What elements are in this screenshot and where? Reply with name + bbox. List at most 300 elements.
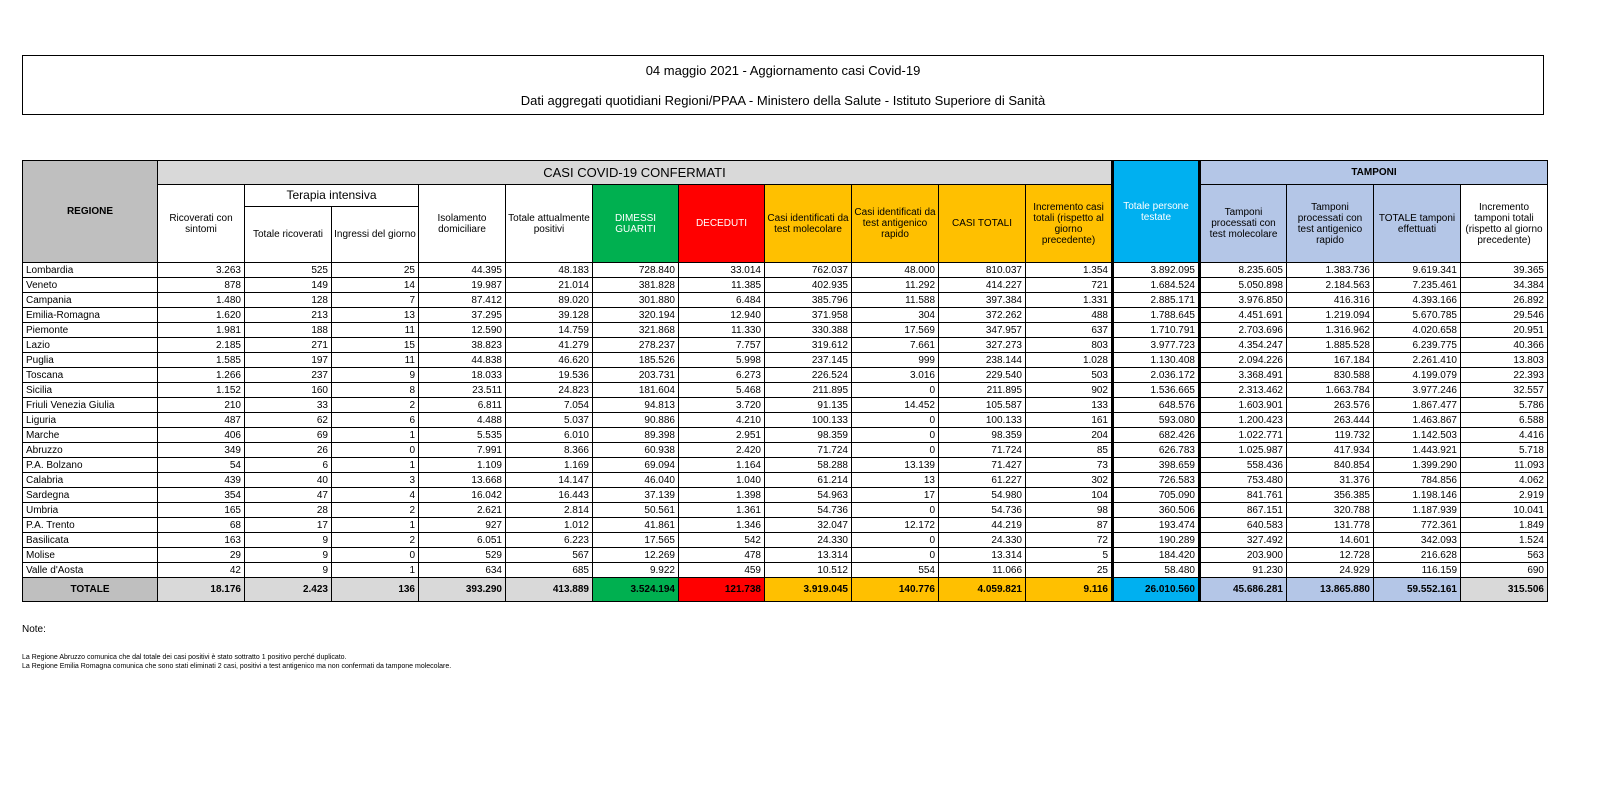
cell-deceduti: 5.468 bbox=[679, 383, 765, 398]
total-tamponi-totale: 59.552.161 bbox=[1374, 578, 1461, 602]
cell-casi-molecolare: 402.935 bbox=[765, 278, 852, 293]
cell-tamponi-antigenico: 14.601 bbox=[1287, 533, 1374, 548]
cell-casi-totali: 100.133 bbox=[939, 413, 1026, 428]
cell-incremento-casi: 98 bbox=[1026, 503, 1113, 518]
cell-persone-testate: 1.684.524 bbox=[1113, 278, 1200, 293]
col-ti-totale: Totale ricoverati bbox=[245, 207, 332, 263]
cell-incremento-tamponi: 11.093 bbox=[1461, 458, 1548, 473]
cell-ricoverati: 406 bbox=[158, 428, 245, 443]
table-row bbox=[23, 488, 1548, 503]
cell-persone-testate: 3.892.095 bbox=[1113, 263, 1200, 278]
col-ti-ingressi: Ingressi del giorno bbox=[332, 207, 419, 263]
total-casi-antigenico: 140.776 bbox=[852, 578, 939, 602]
cell-ti-ingressi: 2 bbox=[332, 398, 419, 413]
cell-casi-antigenico: 304 bbox=[852, 308, 939, 323]
cell-deceduti: 3.720 bbox=[679, 398, 765, 413]
cell-incremento-tamponi: 29.546 bbox=[1461, 308, 1548, 323]
cell-ti-totale: 213 bbox=[245, 308, 332, 323]
cell-tamponi-antigenico: 1.219.094 bbox=[1287, 308, 1374, 323]
cell-persone-testate: 2.885.171 bbox=[1113, 293, 1200, 308]
cell-casi-antigenico: 11.292 bbox=[852, 278, 939, 293]
cell-incremento-casi: 161 bbox=[1026, 413, 1113, 428]
cell-ti-ingressi: 1 bbox=[332, 563, 419, 578]
cell-dimessi: 301.880 bbox=[593, 293, 679, 308]
cell-tamponi-antigenico: 830.588 bbox=[1287, 368, 1374, 383]
cell-tamponi-totale: 7.235.461 bbox=[1374, 278, 1461, 293]
table-row bbox=[23, 293, 1548, 308]
cell-regione: P.A. Bolzano bbox=[23, 458, 158, 473]
cell-casi-antigenico: 17.569 bbox=[852, 323, 939, 338]
cell-ti-ingressi: 7 bbox=[332, 293, 419, 308]
col-tamponi-molecolare: Tamponi processati con test molecolare bbox=[1200, 185, 1287, 263]
cell-tamponi-antigenico: 1.316.962 bbox=[1287, 323, 1374, 338]
cell-tamponi-molecolare: 1.025.987 bbox=[1200, 443, 1287, 458]
cell-tamponi-totale: 1.187.939 bbox=[1374, 503, 1461, 518]
cell-casi-totali: 810.037 bbox=[939, 263, 1026, 278]
cell-tamponi-totale: 4.393.166 bbox=[1374, 293, 1461, 308]
cell-ti-totale: 128 bbox=[245, 293, 332, 308]
cell-ti-ingressi: 13 bbox=[332, 308, 419, 323]
cell-casi-molecolare: 54.736 bbox=[765, 503, 852, 518]
cell-regione: Molise bbox=[23, 548, 158, 563]
col-regione: REGIONE bbox=[23, 161, 158, 263]
cell-isolamento: 37.295 bbox=[419, 308, 506, 323]
cell-tamponi-totale: 216.628 bbox=[1374, 548, 1461, 563]
cell-incremento-casi: 1.331 bbox=[1026, 293, 1113, 308]
cell-dimessi: 12.269 bbox=[593, 548, 679, 563]
cell-positivi: 21.014 bbox=[506, 278, 593, 293]
cell-ricoverati: 1.152 bbox=[158, 383, 245, 398]
cell-incremento-casi: 902 bbox=[1026, 383, 1113, 398]
cell-casi-molecolare: 762.037 bbox=[765, 263, 852, 278]
cell-regione: Campania bbox=[23, 293, 158, 308]
cell-positivi: 41.279 bbox=[506, 338, 593, 353]
cell-isolamento: 12.590 bbox=[419, 323, 506, 338]
cell-positivi: 1.169 bbox=[506, 458, 593, 473]
notes-section bbox=[22, 624, 451, 671]
cell-isolamento: 7.991 bbox=[419, 443, 506, 458]
cell-ricoverati: 3.263 bbox=[158, 263, 245, 278]
cell-incremento-casi: 72 bbox=[1026, 533, 1113, 548]
total-ti-ingressi: 136 bbox=[332, 578, 419, 602]
cell-isolamento: 38.823 bbox=[419, 338, 506, 353]
cell-casi-molecolare: 54.963 bbox=[765, 488, 852, 503]
cell-incremento-casi: 803 bbox=[1026, 338, 1113, 353]
cell-deceduti: 1.361 bbox=[679, 503, 765, 518]
cell-casi-antigenico: 0 bbox=[852, 548, 939, 563]
cell-incremento-casi: 637 bbox=[1026, 323, 1113, 338]
cell-deceduti: 4.210 bbox=[679, 413, 765, 428]
cell-incremento-tamponi: 1.524 bbox=[1461, 533, 1548, 548]
cell-ti-ingressi: 4 bbox=[332, 488, 419, 503]
cell-incremento-tamponi: 4.062 bbox=[1461, 473, 1548, 488]
cell-tamponi-antigenico: 131.778 bbox=[1287, 518, 1374, 533]
cell-tamponi-antigenico: 356.385 bbox=[1287, 488, 1374, 503]
table-row bbox=[23, 353, 1548, 368]
cell-regione: Sicilia bbox=[23, 383, 158, 398]
cell-tamponi-totale: 1.399.290 bbox=[1374, 458, 1461, 473]
cell-ti-totale: 9 bbox=[245, 563, 332, 578]
cell-incremento-casi: 133 bbox=[1026, 398, 1113, 413]
cell-casi-molecolare: 226.524 bbox=[765, 368, 852, 383]
table-row bbox=[23, 458, 1548, 473]
cell-ricoverati: 163 bbox=[158, 533, 245, 548]
cell-ricoverati: 29 bbox=[158, 548, 245, 563]
cell-isolamento: 23.511 bbox=[419, 383, 506, 398]
table-row bbox=[23, 563, 1548, 578]
cell-tamponi-totale: 4.199.079 bbox=[1374, 368, 1461, 383]
cell-ricoverati: 1.981 bbox=[158, 323, 245, 338]
cell-tamponi-antigenico: 167.184 bbox=[1287, 353, 1374, 368]
col-dimessi: DIMESSI GUARITI bbox=[593, 185, 679, 263]
cell-dimessi: 50.561 bbox=[593, 503, 679, 518]
cell-dimessi: 278.237 bbox=[593, 338, 679, 353]
cell-tamponi-molecolare: 4.451.691 bbox=[1200, 308, 1287, 323]
cell-incremento-casi: 1.354 bbox=[1026, 263, 1113, 278]
cell-positivi: 19.536 bbox=[506, 368, 593, 383]
cell-ti-totale: 525 bbox=[245, 263, 332, 278]
cell-casi-totali: 238.144 bbox=[939, 353, 1026, 368]
cell-regione: Lombardia bbox=[23, 263, 158, 278]
cell-dimessi: 320.194 bbox=[593, 308, 679, 323]
cell-positivi: 39.128 bbox=[506, 308, 593, 323]
cell-dimessi: 728.840 bbox=[593, 263, 679, 278]
cell-casi-antigenico: 554 bbox=[852, 563, 939, 578]
table-row bbox=[23, 413, 1548, 428]
cell-positivi: 5.037 bbox=[506, 413, 593, 428]
cell-casi-molecolare: 98.359 bbox=[765, 428, 852, 443]
cell-tamponi-molecolare: 2.703.696 bbox=[1200, 323, 1287, 338]
cell-casi-antigenico: 48.000 bbox=[852, 263, 939, 278]
cell-isolamento: 87.412 bbox=[419, 293, 506, 308]
cell-ti-ingressi: 25 bbox=[332, 263, 419, 278]
cell-incremento-casi: 87 bbox=[1026, 518, 1113, 533]
cell-incremento-casi: 85 bbox=[1026, 443, 1113, 458]
cell-tamponi-antigenico: 2.184.563 bbox=[1287, 278, 1374, 293]
cell-deceduti: 2.420 bbox=[679, 443, 765, 458]
cell-incremento-tamponi: 34.384 bbox=[1461, 278, 1548, 293]
cell-ti-ingressi: 1 bbox=[332, 518, 419, 533]
cell-ti-totale: 28 bbox=[245, 503, 332, 518]
cell-tamponi-totale: 1.463.867 bbox=[1374, 413, 1461, 428]
cell-tamponi-molecolare: 203.900 bbox=[1200, 548, 1287, 563]
cell-ti-totale: 188 bbox=[245, 323, 332, 338]
cell-incremento-tamponi: 32.557 bbox=[1461, 383, 1548, 398]
cell-incremento-tamponi: 2.919 bbox=[1461, 488, 1548, 503]
report-subtitle: Dati aggregati quotidiani Regioni/PPAA - Ministero della Salute - Istituto Superiore di Sanità bbox=[520, 93, 1046, 108]
total-incremento-tamponi: 315.506 bbox=[1461, 578, 1548, 602]
total-tamponi-antigenico: 13.865.880 bbox=[1287, 578, 1374, 602]
total-ti-totale: 2.423 bbox=[245, 578, 332, 602]
cell-regione: Piemonte bbox=[23, 323, 158, 338]
cell-casi-totali: 44.219 bbox=[939, 518, 1026, 533]
cell-tamponi-totale: 2.261.410 bbox=[1374, 353, 1461, 368]
cell-ti-ingressi: 15 bbox=[332, 338, 419, 353]
cell-casi-antigenico: 11.588 bbox=[852, 293, 939, 308]
cell-deceduti: 11.330 bbox=[679, 323, 765, 338]
cell-isolamento: 18.033 bbox=[419, 368, 506, 383]
cell-ricoverati: 1.480 bbox=[158, 293, 245, 308]
cell-ti-totale: 26 bbox=[245, 443, 332, 458]
cell-dimessi: 89.398 bbox=[593, 428, 679, 443]
cell-incremento-casi: 1.028 bbox=[1026, 353, 1113, 368]
cell-casi-antigenico: 14.452 bbox=[852, 398, 939, 413]
cell-incremento-tamponi: 22.393 bbox=[1461, 368, 1548, 383]
cell-casi-totali: 24.330 bbox=[939, 533, 1026, 548]
cell-tamponi-totale: 9.619.341 bbox=[1374, 263, 1461, 278]
cell-regione: Veneto bbox=[23, 278, 158, 293]
cell-casi-molecolare: 13.314 bbox=[765, 548, 852, 563]
cell-deceduti: 11.385 bbox=[679, 278, 765, 293]
cell-casi-molecolare: 24.330 bbox=[765, 533, 852, 548]
cell-incremento-tamponi: 13.803 bbox=[1461, 353, 1548, 368]
cell-isolamento: 927 bbox=[419, 518, 506, 533]
cell-ricoverati: 68 bbox=[158, 518, 245, 533]
cell-tamponi-molecolare: 1.022.771 bbox=[1200, 428, 1287, 443]
cell-tamponi-antigenico: 320.788 bbox=[1287, 503, 1374, 518]
cell-tamponi-molecolare: 2.094.226 bbox=[1200, 353, 1287, 368]
col-deceduti: DECEDUTI bbox=[679, 185, 765, 263]
cell-incremento-tamponi: 6.588 bbox=[1461, 413, 1548, 428]
cell-casi-molecolare: 100.133 bbox=[765, 413, 852, 428]
cell-positivi: 8.366 bbox=[506, 443, 593, 458]
cell-tamponi-molecolare: 5.050.898 bbox=[1200, 278, 1287, 293]
cell-regione: Toscana bbox=[23, 368, 158, 383]
cell-positivi: 14.147 bbox=[506, 473, 593, 488]
cell-ricoverati: 487 bbox=[158, 413, 245, 428]
cell-casi-totali: 11.066 bbox=[939, 563, 1026, 578]
cell-tamponi-antigenico: 1.885.528 bbox=[1287, 338, 1374, 353]
cell-incremento-tamponi: 20.951 bbox=[1461, 323, 1548, 338]
cell-isolamento: 44.838 bbox=[419, 353, 506, 368]
cell-persone-testate: 193.474 bbox=[1113, 518, 1200, 533]
cell-casi-antigenico: 0 bbox=[852, 443, 939, 458]
cell-tamponi-totale: 4.020.658 bbox=[1374, 323, 1461, 338]
covid-data-table bbox=[22, 160, 1548, 602]
cell-regione: Umbria bbox=[23, 503, 158, 518]
cell-tamponi-totale: 6.239.775 bbox=[1374, 338, 1461, 353]
cell-deceduti: 1.398 bbox=[679, 488, 765, 503]
cell-ricoverati: 54 bbox=[158, 458, 245, 473]
cell-tamponi-antigenico: 12.728 bbox=[1287, 548, 1374, 563]
cell-incremento-casi: 73 bbox=[1026, 458, 1113, 473]
cell-ti-ingressi: 11 bbox=[332, 353, 419, 368]
cell-isolamento: 44.395 bbox=[419, 263, 506, 278]
cell-isolamento: 13.668 bbox=[419, 473, 506, 488]
cell-deceduti: 5.998 bbox=[679, 353, 765, 368]
table-row bbox=[23, 428, 1548, 443]
cell-incremento-casi: 302 bbox=[1026, 473, 1113, 488]
cell-casi-totali: 211.895 bbox=[939, 383, 1026, 398]
cell-persone-testate: 682.426 bbox=[1113, 428, 1200, 443]
cell-positivi: 48.183 bbox=[506, 263, 593, 278]
cell-regione: Marche bbox=[23, 428, 158, 443]
cell-ti-ingressi: 8 bbox=[332, 383, 419, 398]
table-row bbox=[23, 398, 1548, 413]
table-row bbox=[23, 308, 1548, 323]
cell-ti-ingressi: 11 bbox=[332, 323, 419, 338]
cell-deceduti: 478 bbox=[679, 548, 765, 563]
cell-ti-ingressi: 3 bbox=[332, 473, 419, 488]
cell-ti-totale: 40 bbox=[245, 473, 332, 488]
cell-ricoverati: 878 bbox=[158, 278, 245, 293]
table-row bbox=[23, 323, 1548, 338]
cell-positivi: 685 bbox=[506, 563, 593, 578]
cell-tamponi-molecolare: 327.492 bbox=[1200, 533, 1287, 548]
cell-casi-totali: 397.384 bbox=[939, 293, 1026, 308]
cell-persone-testate: 1.130.408 bbox=[1113, 353, 1200, 368]
cell-incremento-tamponi: 4.416 bbox=[1461, 428, 1548, 443]
cell-casi-antigenico: 17 bbox=[852, 488, 939, 503]
table-row bbox=[23, 443, 1548, 458]
cell-ti-ingressi: 14 bbox=[332, 278, 419, 293]
col-casi-molecolare: Casi identificati da test molecolare bbox=[765, 185, 852, 263]
cell-deceduti: 1.164 bbox=[679, 458, 765, 473]
cell-tamponi-molecolare: 91.230 bbox=[1200, 563, 1287, 578]
cell-tamponi-molecolare: 3.368.491 bbox=[1200, 368, 1287, 383]
table-row bbox=[23, 518, 1548, 533]
table-body bbox=[23, 263, 1548, 602]
cell-ricoverati: 210 bbox=[158, 398, 245, 413]
cell-dimessi: 60.938 bbox=[593, 443, 679, 458]
cell-deceduti: 542 bbox=[679, 533, 765, 548]
cell-regione: Friuli Venezia Giulia bbox=[23, 398, 158, 413]
cell-ti-totale: 271 bbox=[245, 338, 332, 353]
cell-tamponi-totale: 1.198.146 bbox=[1374, 488, 1461, 503]
cell-persone-testate: 58.480 bbox=[1113, 563, 1200, 578]
cell-dimessi: 37.139 bbox=[593, 488, 679, 503]
cell-casi-antigenico: 0 bbox=[852, 503, 939, 518]
cell-ricoverati: 1.585 bbox=[158, 353, 245, 368]
total-incremento-casi: 9.116 bbox=[1026, 578, 1113, 602]
cell-ricoverati: 42 bbox=[158, 563, 245, 578]
cell-isolamento: 6.811 bbox=[419, 398, 506, 413]
note-line: La Regione Emilia Romagna comunica che sono stati eliminati 2 casi, positivi a test antigenico ma non confermati da tampone molecolare. bbox=[22, 663, 452, 670]
cell-ti-ingressi: 2 bbox=[332, 503, 419, 518]
cell-regione: Sardegna bbox=[23, 488, 158, 503]
cell-isolamento: 634 bbox=[419, 563, 506, 578]
cell-tamponi-antigenico: 417.934 bbox=[1287, 443, 1374, 458]
cell-isolamento: 2.621 bbox=[419, 503, 506, 518]
cell-casi-molecolare: 91.135 bbox=[765, 398, 852, 413]
cell-casi-totali: 54.980 bbox=[939, 488, 1026, 503]
cell-casi-antigenico: 0 bbox=[852, 413, 939, 428]
cell-regione: Basilicata bbox=[23, 533, 158, 548]
cell-positivi: 2.814 bbox=[506, 503, 593, 518]
cell-ti-totale: 69 bbox=[245, 428, 332, 443]
cell-tamponi-molecolare: 841.761 bbox=[1200, 488, 1287, 503]
cell-isolamento: 19.987 bbox=[419, 278, 506, 293]
cell-dimessi: 69.094 bbox=[593, 458, 679, 473]
cell-casi-molecolare: 319.612 bbox=[765, 338, 852, 353]
cell-persone-testate: 626.783 bbox=[1113, 443, 1200, 458]
total-persone-testate: 26.010.560 bbox=[1113, 578, 1200, 602]
cell-deceduti: 459 bbox=[679, 563, 765, 578]
cell-ti-ingressi: 1 bbox=[332, 458, 419, 473]
cell-casi-totali: 327.273 bbox=[939, 338, 1026, 353]
cell-positivi: 89.020 bbox=[506, 293, 593, 308]
col-casi-totali: CASI TOTALI bbox=[939, 185, 1026, 263]
table-row bbox=[23, 503, 1548, 518]
cell-casi-molecolare: 330.388 bbox=[765, 323, 852, 338]
totale-row bbox=[23, 578, 1548, 602]
cell-casi-molecolare: 371.958 bbox=[765, 308, 852, 323]
cell-casi-antigenico: 3.016 bbox=[852, 368, 939, 383]
cell-dimessi: 41.861 bbox=[593, 518, 679, 533]
cell-deceduti: 6.484 bbox=[679, 293, 765, 308]
total-deceduti: 121.738 bbox=[679, 578, 765, 602]
table-row bbox=[23, 368, 1548, 383]
cell-persone-testate: 3.977.723 bbox=[1113, 338, 1200, 353]
table-row bbox=[23, 338, 1548, 353]
cell-casi-totali: 71.724 bbox=[939, 443, 1026, 458]
cell-isolamento: 16.042 bbox=[419, 488, 506, 503]
cell-casi-totali: 347.957 bbox=[939, 323, 1026, 338]
total-ricoverati: 18.176 bbox=[158, 578, 245, 602]
cell-tamponi-totale: 116.159 bbox=[1374, 563, 1461, 578]
cell-ti-ingressi: 1 bbox=[332, 428, 419, 443]
total-dimessi: 3.524.194 bbox=[593, 578, 679, 602]
cell-tamponi-totale: 1.867.477 bbox=[1374, 398, 1461, 413]
cell-deceduti: 1.346 bbox=[679, 518, 765, 533]
report-header bbox=[22, 55, 1544, 115]
col-isolamento: Isolamento domiciliare bbox=[419, 185, 506, 263]
cell-ricoverati: 349 bbox=[158, 443, 245, 458]
note-line: La Regione Abruzzo comunica che dal totale dei casi positivi è stato sottratto 1 positivo perché duplicato. bbox=[22, 654, 347, 661]
cell-dimessi: 181.604 bbox=[593, 383, 679, 398]
cell-incremento-casi: 5 bbox=[1026, 548, 1113, 563]
cell-isolamento: 1.109 bbox=[419, 458, 506, 473]
cell-tamponi-molecolare: 3.976.850 bbox=[1200, 293, 1287, 308]
cell-regione: Liguria bbox=[23, 413, 158, 428]
cell-casi-molecolare: 32.047 bbox=[765, 518, 852, 533]
terapia-intensiva-group: Terapia intensiva bbox=[245, 185, 419, 207]
cell-regione: Calabria bbox=[23, 473, 158, 488]
cell-casi-antigenico: 13.139 bbox=[852, 458, 939, 473]
cell-casi-antigenico: 13 bbox=[852, 473, 939, 488]
cell-tamponi-antigenico: 263.576 bbox=[1287, 398, 1374, 413]
cell-casi-molecolare: 71.724 bbox=[765, 443, 852, 458]
cell-deceduti: 1.040 bbox=[679, 473, 765, 488]
cell-tamponi-antigenico: 119.732 bbox=[1287, 428, 1374, 443]
cell-casi-totali: 105.587 bbox=[939, 398, 1026, 413]
total-casi-molecolare: 3.919.045 bbox=[765, 578, 852, 602]
table-row bbox=[23, 548, 1548, 563]
cell-tamponi-totale: 5.670.785 bbox=[1374, 308, 1461, 323]
cell-dimessi: 381.828 bbox=[593, 278, 679, 293]
cell-incremento-casi: 488 bbox=[1026, 308, 1113, 323]
cell-ricoverati: 439 bbox=[158, 473, 245, 488]
cell-tamponi-totale: 1.142.503 bbox=[1374, 428, 1461, 443]
cell-ti-ingressi: 0 bbox=[332, 548, 419, 563]
casi-confermati-group: CASI COVID-19 CONFERMATI bbox=[158, 161, 1113, 185]
table-row bbox=[23, 533, 1548, 548]
cell-incremento-tamponi: 1.849 bbox=[1461, 518, 1548, 533]
cell-casi-totali: 98.359 bbox=[939, 428, 1026, 443]
cell-persone-testate: 1.536.665 bbox=[1113, 383, 1200, 398]
cell-persone-testate: 1.788.645 bbox=[1113, 308, 1200, 323]
cell-casi-molecolare: 385.796 bbox=[765, 293, 852, 308]
col-incremento-casi: Incremento casi totali (rispetto al giorno precedente) bbox=[1026, 185, 1113, 263]
cell-dimessi: 46.040 bbox=[593, 473, 679, 488]
cell-persone-testate: 360.506 bbox=[1113, 503, 1200, 518]
cell-ti-totale: 17 bbox=[245, 518, 332, 533]
cell-tamponi-antigenico: 1.383.736 bbox=[1287, 263, 1374, 278]
cell-tamponi-antigenico: 263.444 bbox=[1287, 413, 1374, 428]
cell-regione: Valle d'Aosta bbox=[23, 563, 158, 578]
cell-regione: Emilia-Romagna bbox=[23, 308, 158, 323]
cell-casi-totali: 13.314 bbox=[939, 548, 1026, 563]
